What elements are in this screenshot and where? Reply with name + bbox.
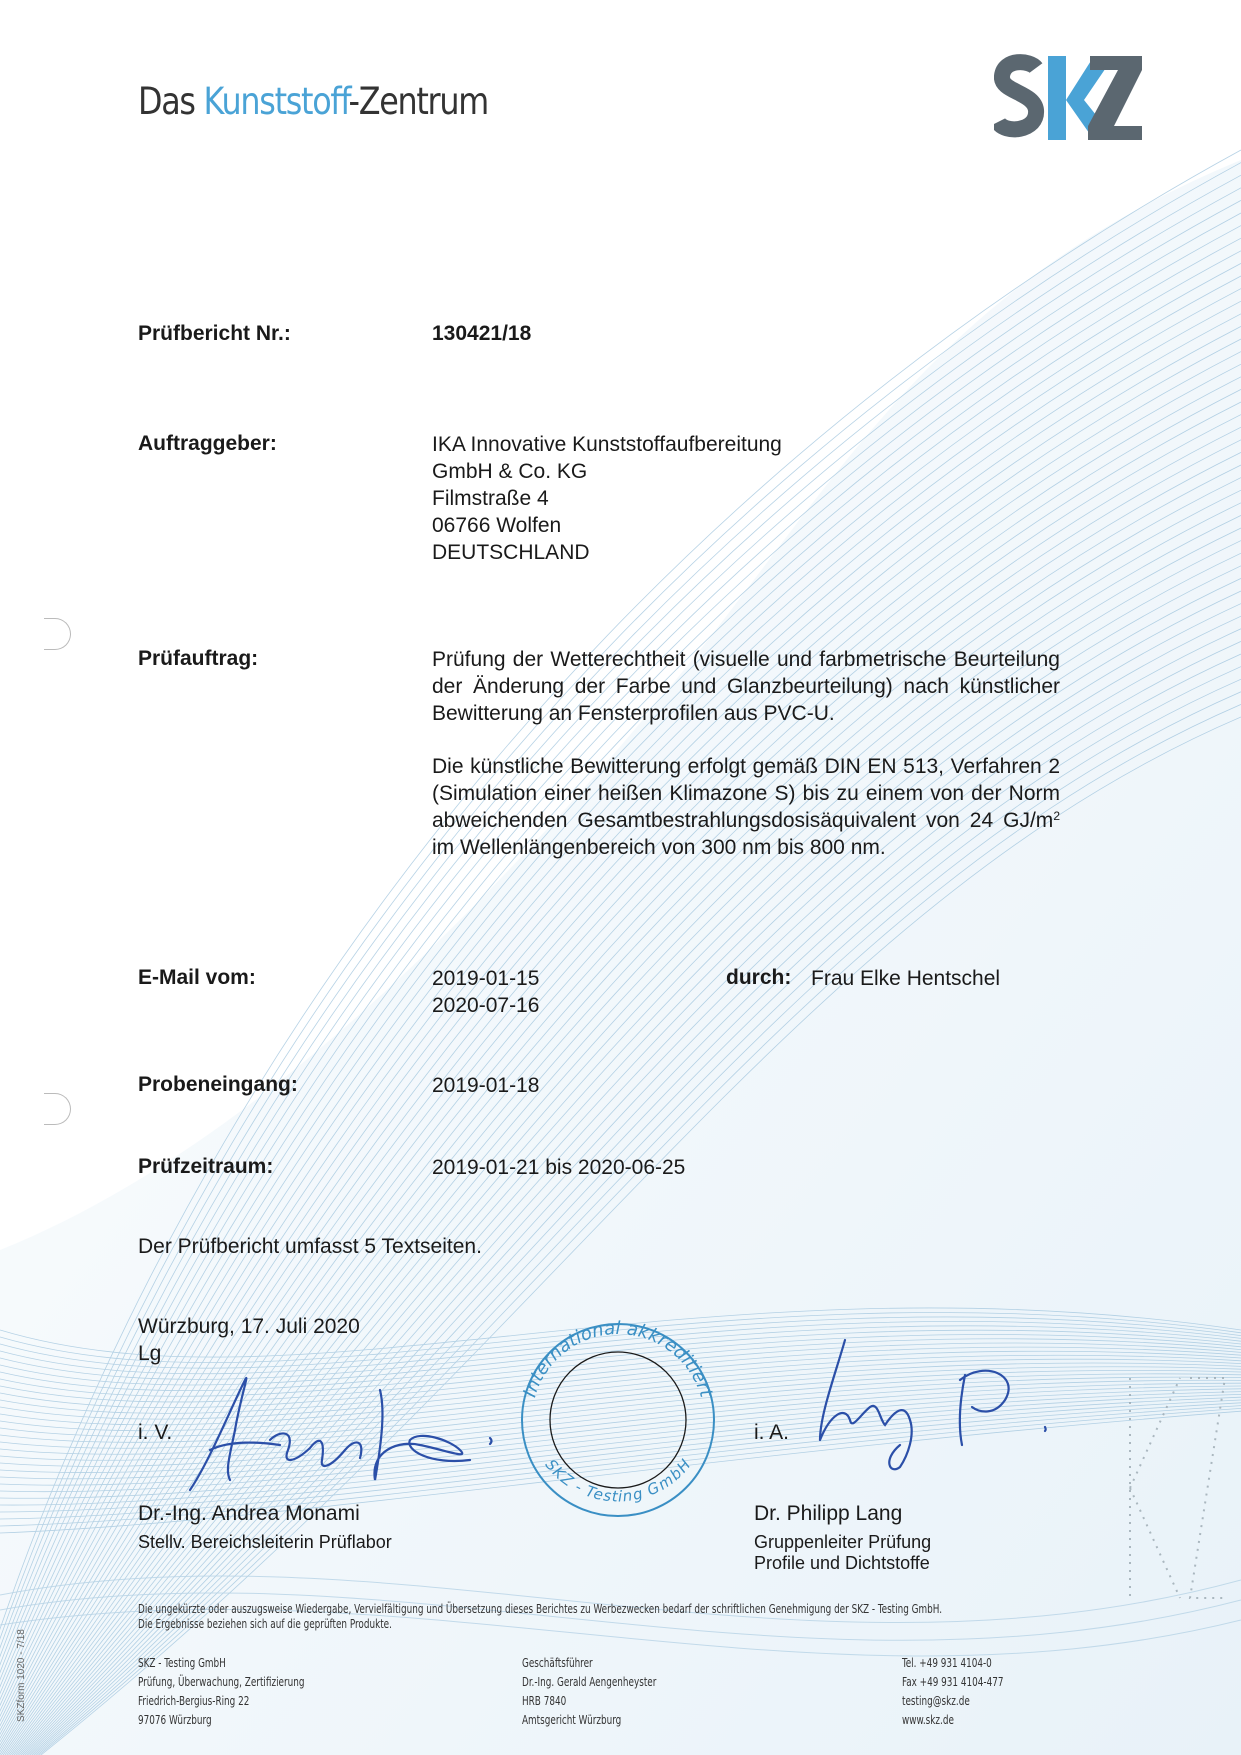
period-value: 2019-01-21 bis 2020-06-25 [432, 1156, 686, 1179]
receipt-label: Probeneingang: [138, 1073, 298, 1096]
by-label: durch: [726, 966, 792, 989]
client-address [432, 431, 782, 566]
footer-management-info: Geschäftsführer Dr.-Ing. Gerald Aengenheyster HRB 7840 Amtsgericht Würzburg [522, 1656, 657, 1727]
client-line: GmbH & Co. KG [432, 460, 588, 483]
period-label: Prüfzeitraum: [138, 1155, 274, 1178]
left-signatory-name: Dr.-Ing. Andrea Monami [138, 1502, 360, 1525]
right-signatory-title-2: Profile und Dichtstoffe [754, 1553, 930, 1573]
svg-text:SKZ - Testing GmbH: SKZ - Testing GmbH [541, 1455, 695, 1506]
receipt-value: 2019-01-18 [432, 1074, 540, 1097]
order-label: Prüfauftrag: [138, 647, 259, 670]
right-signature-prefix: i. A. [754, 1421, 790, 1444]
email-date: 2019-01-15 [432, 967, 540, 990]
left-signatory-title: Stellv. Bereichsleiterin Prüflabor [138, 1532, 392, 1552]
footer-company-info: SKZ - Testing GmbH Prüfung, Überwachung, Zertifizierung Friedrich-Bergius-Ring 22 97076 Würzburg [138, 1656, 305, 1727]
client-line: DEUTSCHLAND [432, 541, 590, 564]
skz-dotted-watermark [1120, 1368, 1230, 1608]
right-signatory-name: Dr. Philipp Lang [754, 1502, 903, 1525]
form-code: SKZform 1020 - 7/18 [16, 1629, 27, 1722]
client-line: IKA Innovative Kunststoffaufbereitung [432, 433, 782, 456]
accreditation-stamp [510, 1318, 725, 1518]
client-label: Auftraggeber: [138, 432, 277, 455]
footer-contact-info: Tel. +49 931 4104-0 Fax +49 931 4104-477 testing@skz.de www.skz.de [902, 1656, 1004, 1727]
order-description: Prüfung der Wetterechtheit (visuelle und farbmetrische Beurteilung der Änderung der Farbe und Glanzbeurteilung) nach künstlicher Bewitterung an Fensterprofilen aus PVC-U. [432, 648, 1060, 725]
initials: Lg [138, 1342, 162, 1365]
right-handwritten-signature [790, 1335, 1070, 1475]
left-handwritten-signature [170, 1370, 530, 1500]
email-dates [432, 965, 539, 1019]
email-date: 2020-07-16 [432, 994, 540, 1017]
client-line: 06766 Wolfen [432, 514, 562, 537]
footer-disclaimer: Die ungekürzte oder auszugsweise Wiedergabe, Vervielfältigung und Übersetzung dieses Berichtes zu Werbezwecken bedarf der schriftlichen Genehmigung der SKZ - Testing GmbH. Die Ergebnisse beziehen sich auf die geprüften Produkte. [138, 1602, 943, 1631]
report-number-label: Prüfbericht Nr.: [138, 322, 291, 345]
svg-text:International akkreditiert: International akkreditiert [519, 1318, 717, 1400]
report-number-value: 130421/18 [432, 322, 532, 345]
pages-note: Der Prüfbericht umfasst 5 Textseiten. [138, 1235, 482, 1258]
right-signatory-title-1: Gruppenleiter Prüfung [754, 1532, 932, 1552]
left-signature-prefix: i. V. [138, 1421, 173, 1444]
client-line: Filmstraße 4 [432, 487, 549, 510]
email-label: E-Mail vom: [138, 966, 256, 989]
by-value: Frau Elke Hentschel [811, 967, 1001, 990]
weathering-description: Die künstliche Bewitterung erfolgt gemäß DIN EN 513, Verfahren 2 (Simulation einer heißen Klimazone S) bis zu einem von der Norm abweichenden Gesamtbestrahlungsdosisäquivalent von 24 $GJ/m^2$ im Wellenlängenbereich von 300 nm bis 800 nm. [432, 755, 1060, 859]
brand-tagline: Das Kunststoff-Zentrum [138, 80, 488, 123]
skz-logo [994, 48, 1146, 148]
place-date: Würzburg, 17. Juli 2020 [138, 1315, 360, 1338]
